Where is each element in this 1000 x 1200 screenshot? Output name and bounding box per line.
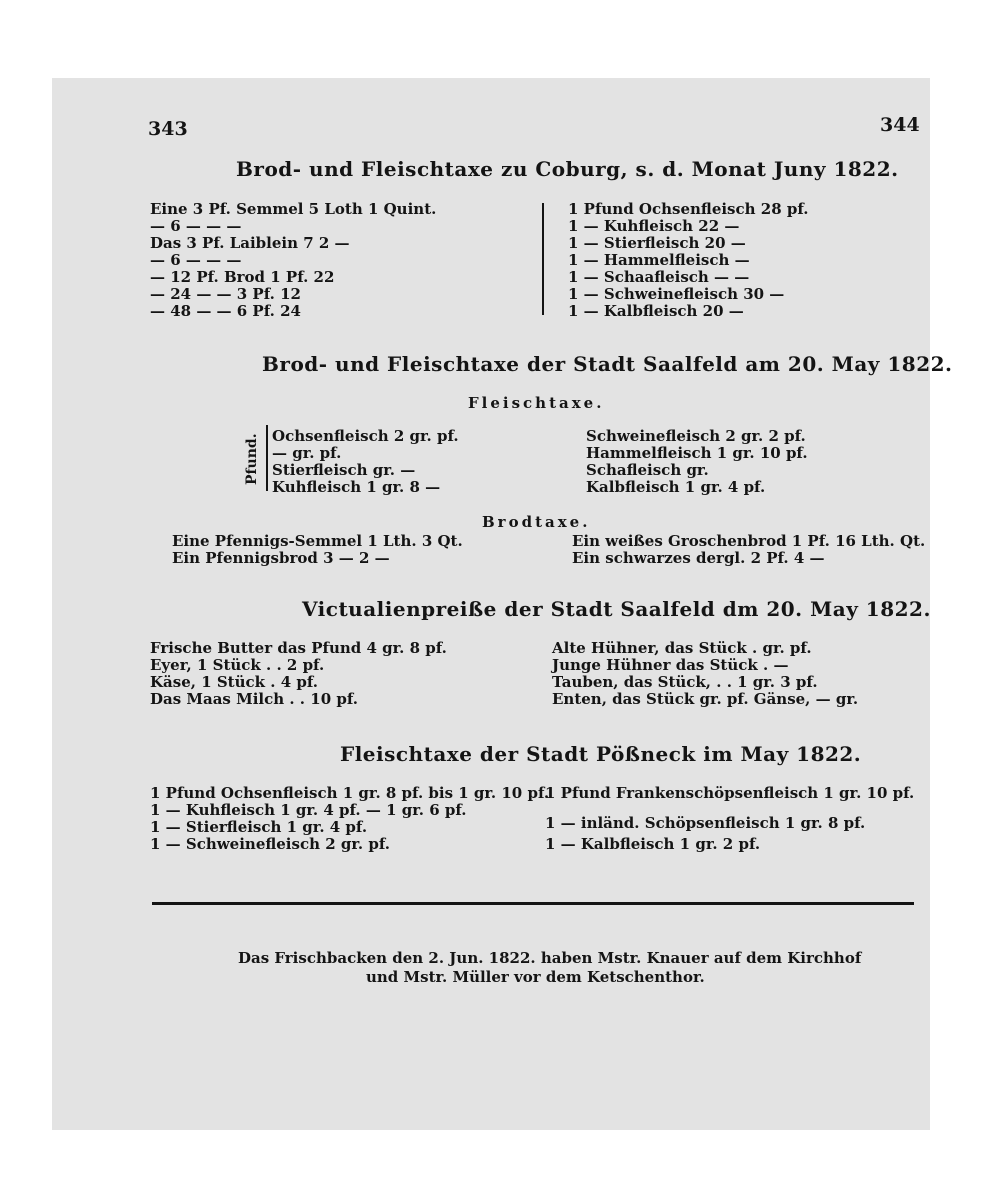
saalfeld-right-row: Schafleisch gr.	[586, 461, 709, 479]
brod-left-row: Eine Pfennigs-Semmel 1 Lth. 3 Qt.	[172, 532, 463, 550]
page-number-right: 344	[880, 114, 920, 136]
bracket-line	[266, 425, 268, 491]
coburg-left-row: Das 3 Pf. Laiblein 7 2 —	[150, 234, 350, 252]
coburg-left-row: — 24 — — 3 Pf. 12	[150, 285, 301, 303]
saalfeld-left-row: Kuhfleisch 1 gr. 8 —	[272, 478, 441, 496]
vertical-label-pfund: Pfund.	[244, 433, 260, 485]
saalfeld-left-row: Ochsenfleisch 2 gr. pf.	[272, 427, 459, 445]
coburg-right-row: 1 — Kuhfleisch 22 —	[568, 217, 740, 235]
coburg-left-row: — 12 Pf. Brod 1 Pf. 22	[150, 268, 335, 286]
subheading-fleischtaxe: Fleischtaxe.	[468, 394, 605, 412]
poessneck-left-row: 1 — Kuhfleisch 1 gr. 4 pf. — 1 gr. 6 pf.	[150, 801, 467, 819]
poessneck-right-row: 1 — Kalbfleisch 1 gr. 2 pf.	[545, 835, 761, 853]
coburg-left-row: Eine 3 Pf. Semmel 5 Loth 1 Quint.	[150, 200, 437, 218]
coburg-left-row: — 48 — — 6 Pf. 24	[150, 302, 301, 320]
poessneck-right-row: 1 Pfund Frankenschöpsenfleisch 1 gr. 10 pf.	[545, 784, 915, 802]
victualien-left-row: Käse, 1 Stück . 4 pf.	[150, 673, 318, 691]
coburg-right-row: 1 — Hammelfleisch —	[568, 251, 750, 269]
subheading-brodtaxe: Brodtaxe.	[482, 513, 591, 531]
brod-right-row: Ein weißes Groschenbrod 1 Pf. 16 Lth. Qt.	[572, 532, 926, 550]
saalfeld-left-row: — gr. pf.	[272, 444, 342, 462]
section-title-coburg: Brod- und Fleischtaxe zu Coburg, s. d. Monat Juny 1822.	[236, 157, 899, 181]
poessneck-left-row: 1 Pfund Ochsenfleisch 1 gr. 8 pf. bis 1 gr. 10 pf.	[150, 784, 550, 802]
victualien-right-row: Junge Hühner das Stück . —	[552, 656, 789, 674]
coburg-left-row: — 6 — — —	[150, 251, 242, 269]
saalfeld-right-row: Hammelfleisch 1 gr. 10 pf.	[586, 444, 808, 462]
horizontal-rule	[152, 902, 914, 905]
victualien-left-row: Frische Butter das Pfund 4 gr. 8 pf.	[150, 639, 447, 657]
saalfeld-right-row: Schweinefleisch 2 gr. 2 pf.	[586, 427, 806, 445]
notice-line: Das Frischbacken den 2. Jun. 1822. haben Mstr. Knauer auf dem Kirchhof	[238, 949, 862, 967]
coburg-right-row: 1 Pfund Ochsenfleisch 28 pf.	[568, 200, 809, 218]
poessneck-right-row: 1 — inländ. Schöpsenfleisch 1 gr. 8 pf.	[545, 814, 866, 832]
poessneck-left-row: 1 — Stierfleisch 1 gr. 4 pf.	[150, 818, 368, 836]
section-title-victualien: Victualienpreiße der Stadt Saalfeld dm 20. May 1822.	[302, 597, 931, 621]
saalfeld-right-row: Kalbfleisch 1 gr. 4 pf.	[586, 478, 766, 496]
victualien-right-row: Tauben, das Stück, . . 1 gr. 3 pf.	[552, 673, 818, 691]
coburg-right-row: 1 — Schaafleisch — —	[568, 268, 750, 286]
coburg-right-row: 1 — Kalbfleisch 20 —	[568, 302, 744, 320]
poessneck-left-row: 1 — Schweinefleisch 2 gr. pf.	[150, 835, 390, 853]
victualien-right-row: Enten, das Stück gr. pf. Gänse, — gr.	[552, 690, 859, 708]
coburg-left-row: — 6 — — —	[150, 217, 242, 235]
brod-right-row: Ein schwarzes dergl. 2 Pf. 4 —	[572, 549, 825, 567]
victualien-right-row: Alte Hühner, das Stück . gr. pf.	[552, 639, 812, 657]
section-title-saalfeld: Brod- und Fleischtaxe der Stadt Saalfeld am 20. May 1822.	[262, 352, 953, 376]
saalfeld-left-row: Stierfleisch gr. —	[272, 461, 416, 479]
victualien-left-row: Eyer, 1 Stück . . 2 pf.	[150, 656, 325, 674]
section-title-poessneck: Fleischtaxe der Stadt Pößneck im May 1822.	[340, 742, 862, 766]
notice-line: und Mstr. Müller vor dem Ketschenthor.	[366, 968, 705, 986]
coburg-right-row: 1 — Stierfleisch 20 —	[568, 234, 746, 252]
column-divider	[542, 203, 544, 315]
page-number-left: 343	[148, 118, 188, 140]
victualien-left-row: Das Maas Milch . . 10 pf.	[150, 690, 358, 708]
coburg-right-row: 1 — Schweinefleisch 30 —	[568, 285, 785, 303]
brod-left-row: Ein Pfennigsbrod 3 — 2 —	[172, 549, 390, 567]
